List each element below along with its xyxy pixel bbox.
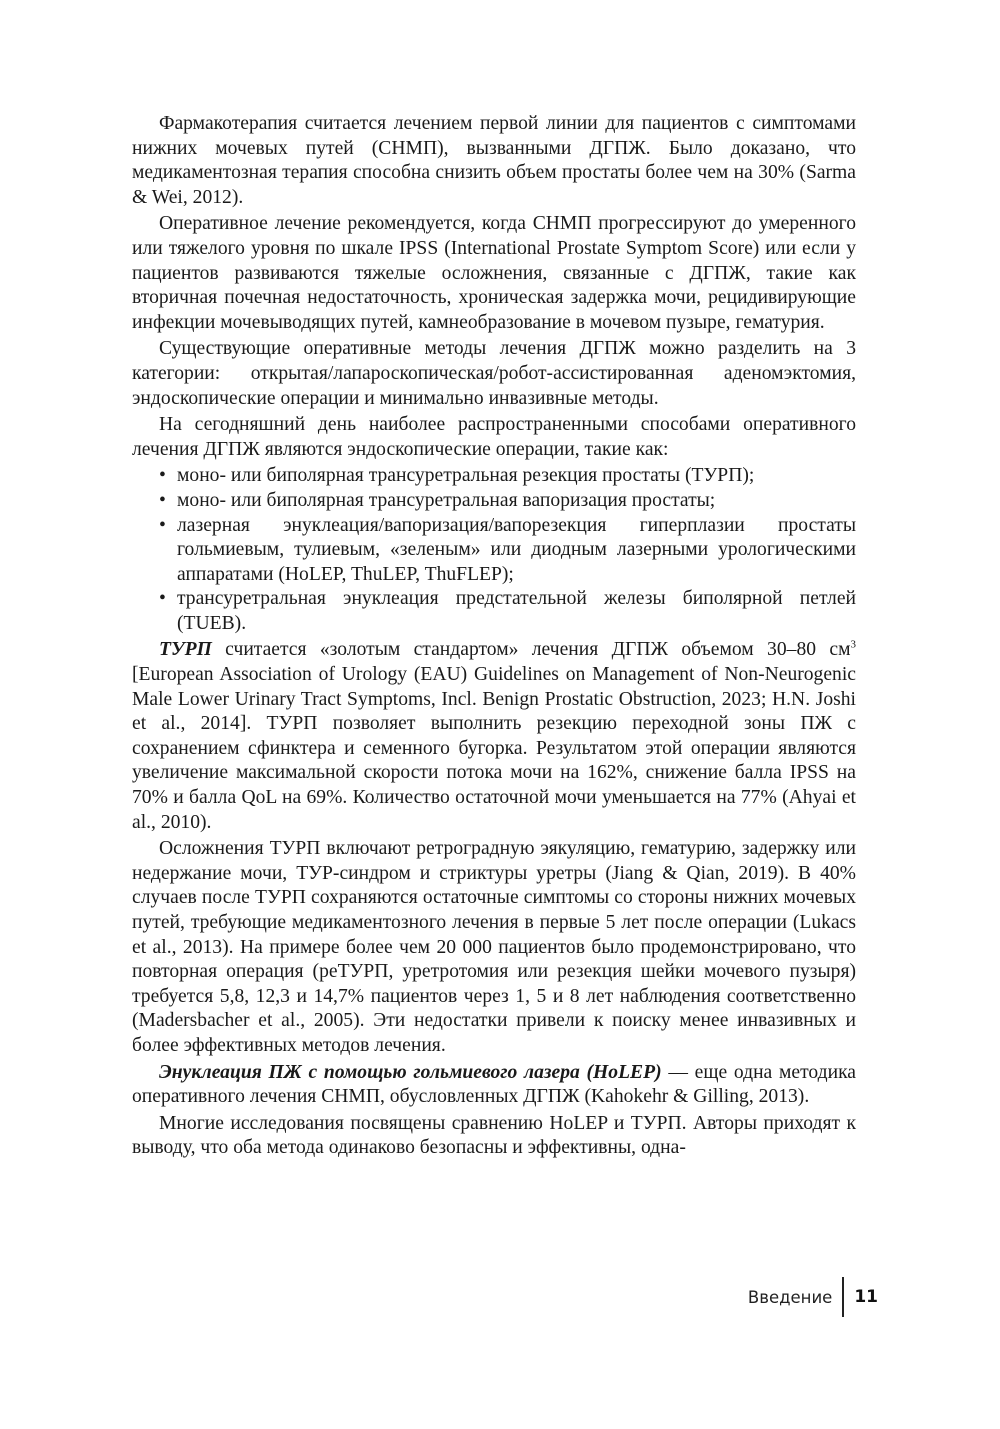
section-title: Введение: [747, 1287, 833, 1307]
paragraph-turp-complications: Осложнения ТУРП включают ретроградную эякуляцию, гематурию, задержку или недержание мочи, ТУР-синдром и стриктуры уретры (Jiang & Qian, 2019). В 40% случаев после ТУРП сохраняются остаточные симптомы со стороны нижних мочевых путей, требующие медикаментозного лечения в первые 5 лет после операции (Lukacs et al., 2013). На примере более чем 20 000 пациентов было продемонстрировано, что повторная операция (реТУРП, уретротомия или резекция шейки мочевого пузыря) требуется 5,8, 12,3 и 14,7% пациентов через 1, 5 и 8 лет наблюдения соответственно (Madersbacher et al., 2005). Эти недостатки привели к поиску менее инвазивных и более эффективных методов лечения.: [132, 838, 856, 1056]
term-turp: ТУРП: [159, 639, 212, 661]
bullet-icon: •: [159, 489, 166, 511]
page-footer: [748, 1277, 878, 1317]
paragraph-turp: ТУРП считается «золотым стандартом» лечения ДГПЖ объемом 30–80 $см^3$ [European Association of Urology (EAU) Guidelines on Management of Non-Neurogenic Male Lower Urinary Tract Symptoms, Incl. Benign Prostatic Obstruction, 2023; H.N. Joshi et al., 2014]. ТУРП позволяет выполнить резекцию переходной зоны ПЖ с сохранением сфинктера и семенного бугорка. Результатом этой операции являются увеличение максимальной скорости потока мочи на 162%, снижение балла IPSS на 70% и балла QoL на 69%. Количество остаточной мочи уменьшается на 77% (Ahyai et al., 2010).: [132, 638, 856, 833]
paragraph-surgical-indications: Оперативное лечение рекомендуется, когда СНМП прогрессируют до умеренного или тяжелого уровня по шкале IPSS (International Prostate Symptom Score) или если у пациентов развиваются тяжелые осложнения, связанные с ДГПЖ, такие как вторичная почечная недостаточность, хроническая задержка мочи, рецидивирующие инфекции мочевыводящих путей, камнеобразование в мочевом пузыре, гематурия.: [132, 213, 856, 333]
bullet-icon: •: [159, 465, 166, 487]
list-item: • моно- или биполярная трансуретральная резекция простаты (ТУРП);: [132, 464, 856, 489]
list-item: • лазерная энуклеация/вапоризация/вапорезекция гиперплазии простаты гольмиевым, тулиевым, «зеленым» или диодным лазерными урологическими аппаратами (HoLEP, ThuLEP, ThuFLEP);: [159, 514, 856, 585]
list-item: • моно- или биполярная трансуретральная вапоризация простаты;: [132, 489, 856, 514]
bullet-icon: •: [159, 514, 166, 536]
endoscopic-methods-list: [132, 464, 856, 636]
paragraph-holep: Энуклеация ПЖ с помощью гольмиевого лазера (HoLEP) — еще одна методика оперативного лечения СНМП, обусловленных ДГПЖ (Kahokehr & Gilling, 2013).: [132, 1061, 856, 1108]
page-number: 11: [854, 1287, 878, 1307]
paragraph-comparison: Многие исследования посвящены сравнению HoLEP и ТУРП. Авторы приходят к выводу, что оба метода одинаково безопасны и эффективны, одна-: [132, 1112, 856, 1159]
footer-divider: [842, 1277, 844, 1317]
superscript-unit: 3: [850, 638, 856, 651]
paragraph-pharmacotherapy: Фармакотерапия считается лечением первой линии для пациентов с симптомами нижних мочевых путей (СНМП), вызванными ДГПЖ. Было доказано, что медикаментозная терапия способна снизить объем простаты более чем на 30% (Sarma & Wei, 2012).: [132, 113, 856, 208]
bullet-icon: •: [159, 588, 166, 610]
paragraph-endoscopic-intro: На сегодняшний день наиболее распространенными способами оперативного лечения ДГПЖ являются эндоскопические операции, такие как:: [132, 414, 856, 460]
page-body: [132, 112, 856, 1163]
paragraph-surgical-categories: Существующие оперативные методы лечения ДГПЖ можно разделить на 3 категории: открытая/лапароскопическая/робот-ассистированная аденомэктомия, эндоскопические операции и минимально инвазивные методы.: [132, 338, 856, 409]
list-item: • трансуретральная энуклеация предстательной железы биполярной петлей (TUEB).: [159, 588, 856, 634]
term-holep: Энуклеация ПЖ с помощью гольмиевого лазера (HoLEP): [159, 1061, 662, 1083]
